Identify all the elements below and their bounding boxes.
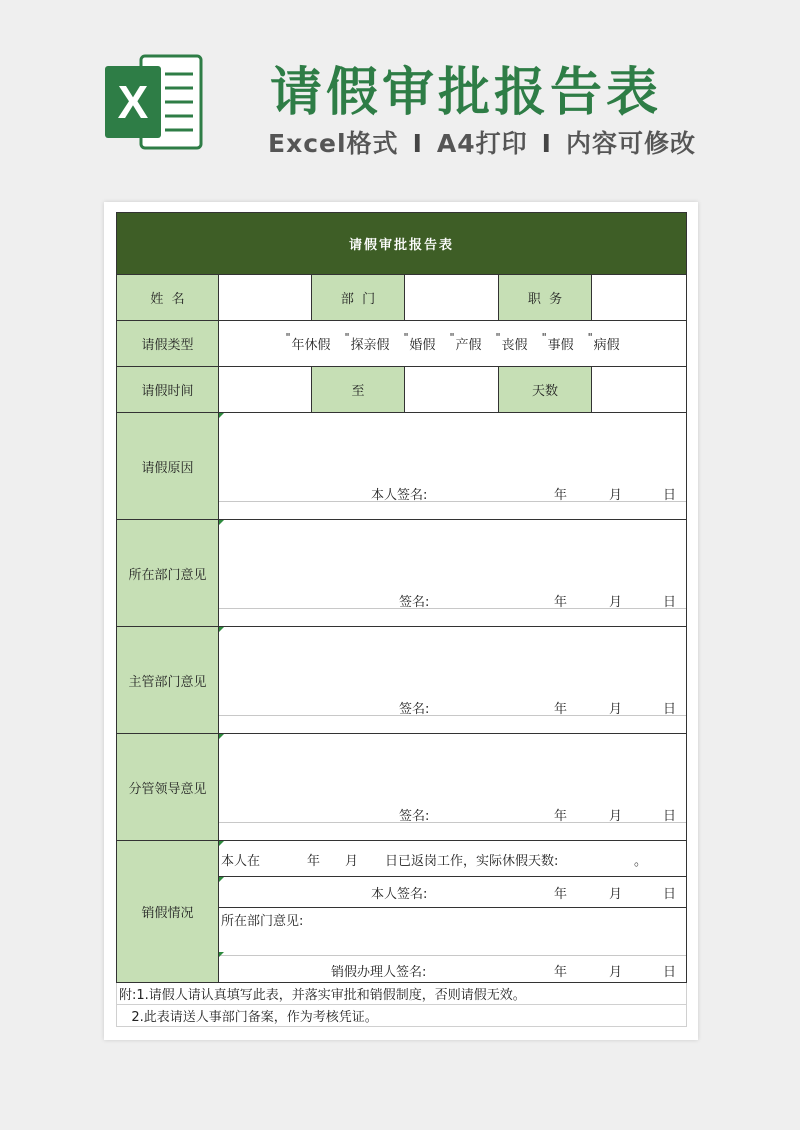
day-label: 日 [663,887,677,902]
month-label: 月 [609,965,623,980]
sign-label: 本人签名: [371,488,428,503]
header-banner [0,0,800,190]
name-field[interactable] [219,275,312,321]
divider [219,955,686,956]
cancel-leave-field[interactable] [219,841,687,983]
sign-label: 签名: [399,702,430,717]
note-2: 2.此表请送人事部门备案，作为考核凭证。 [117,1005,687,1027]
leave-option-bereavement[interactable]: " 丧假 [496,334,528,353]
leave-option-annual[interactable]: " 年休假 [285,334,330,353]
reason-field[interactable] [219,413,687,520]
cell-marker [219,520,224,525]
return-suffix: 日已返岗工作，实际休假天数: [385,854,559,869]
position-label: 职 务 [499,275,592,321]
start-date-field[interactable] [219,367,312,413]
sign-label: 签名: [399,595,430,610]
position-field[interactable] [592,275,687,321]
day-label: 日 [663,809,677,824]
month-label: 月 [609,809,623,824]
leave-option-family-visit[interactable]: " 探亲假 [345,334,390,353]
cell-marker [219,841,224,846]
leave-option-personal[interactable]: " 事假 [542,334,574,353]
handler-sign-label: 销假办理人签名: [331,965,427,980]
cancel-leave-label: 销假情况 [117,841,219,983]
dept-opinion-field[interactable] [219,520,687,627]
year-label: 年 [554,702,568,717]
cell-marker [219,877,224,882]
leave-type-label: 请假类型 [117,321,219,367]
subtitle-editable: 内容可修改 [565,129,696,158]
return-year: 年 [307,854,321,869]
dept-field[interactable] [405,275,499,321]
return-end: 。 [634,854,648,869]
leave-approval-form [116,212,687,1027]
year-label: 年 [554,488,568,503]
note-1: 附:1.请假人请认真填写此表，并落实审批和销假制度，否则请假无效。 [117,983,687,1005]
subtitle-separator: I [412,129,423,158]
divider [219,876,686,877]
cell-marker [219,734,224,739]
leave-option-maternity[interactable]: " 产假 [450,334,482,353]
day-label: 日 [663,702,677,717]
month-label: 月 [609,702,623,717]
leave-type-options [219,321,687,367]
cell-marker [219,952,224,957]
leave-time-label: 请假时间 [117,367,219,413]
self-sign-label: 本人签名: [371,887,428,902]
cell-marker [219,413,224,418]
leader-opinion-label: 分管领导意见 [117,734,219,841]
month-label: 月 [609,887,623,902]
excel-logo-icon [103,52,203,152]
reason-label: 请假原因 [117,413,219,520]
day-label: 日 [663,488,677,503]
supervisor-opinion-label: 主管部门意见 [117,627,219,734]
year-label: 年 [554,887,568,902]
hero-title: 请假审批报告表 [270,63,663,123]
supervisor-opinion-field[interactable] [219,627,687,734]
name-label: 姓 名 [117,275,219,321]
days-label: 天数 [499,367,592,413]
leader-opinion-field[interactable] [219,734,687,841]
day-label: 日 [663,595,677,610]
end-date-field[interactable] [405,367,499,413]
hero-subtitle [268,124,696,160]
leave-option-marriage[interactable]: " 婚假 [404,334,436,353]
month-label: 月 [609,488,623,503]
subtitle-format: Excel格式 [268,129,399,158]
dept-opinion-text: 所在部门意见: [221,914,304,929]
days-field[interactable] [592,367,687,413]
subtitle-separator: I [541,129,552,158]
divider [219,907,686,908]
form-title: 请假审批报告表 [117,213,687,275]
dept-opinion-label: 所在部门意见 [117,520,219,627]
day-label: 日 [663,965,677,980]
leave-option-sick[interactable]: " 病假 [588,334,620,353]
month-label: 月 [609,595,623,610]
return-prefix: 本人在 [221,854,261,869]
sign-label: 签名: [399,809,430,824]
return-month: 月 [345,854,359,869]
dept-label: 部 门 [312,275,405,321]
year-label: 年 [554,809,568,824]
year-label: 年 [554,965,568,980]
cell-marker [219,627,224,632]
svg-text:X: X [117,76,149,128]
year-label: 年 [554,595,568,610]
to-label: 至 [312,367,405,413]
subtitle-print: A4打印 [436,129,528,158]
